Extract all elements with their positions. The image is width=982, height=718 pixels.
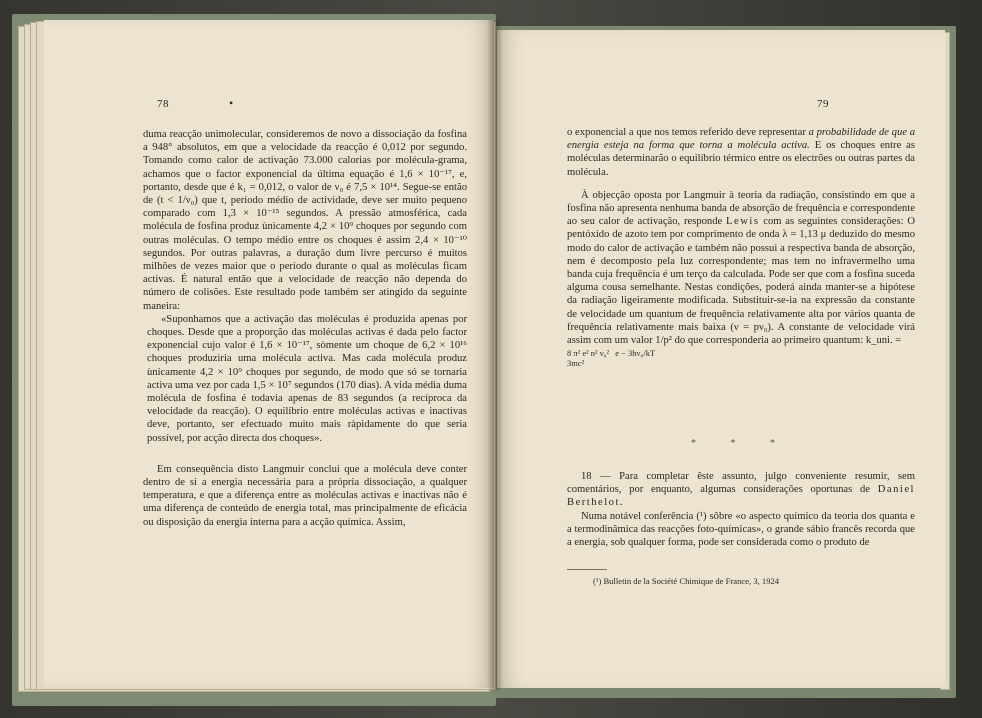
footnote-rule xyxy=(567,569,607,570)
left-page-body xyxy=(143,128,467,529)
paragraph: Em consequência disto Langmuir conclui que a molécula deve conter dentro de si a energia necessária para a própria dissociação, a qualquer temperatura, e que a diferença entre as moléculas activas e inactivas não é uma diferença de conteúdo de energia total, mas principalmente de eficácia ou disposição da energia interna para a acção química. Assim, xyxy=(143,463,467,528)
section-paragraph: 18 — Para completar êste assunto, julgo conveniente resumir, sem comentários, por enquanto, algumas considerações oportunas de Daniel Berthelot. xyxy=(567,471,915,509)
footnote: (¹) Bulletin de la Société Chimique de France, 3, 1924 xyxy=(593,576,780,586)
author-name: Daniel Berthelot xyxy=(567,484,915,509)
printer-mark: • xyxy=(229,96,234,110)
paragraph: À objecção oposta por Langmuir à teoria da radiação, consistindo em que a fosfina não apresenta nenhuma banda de absorção de frequência e correspondente ao seu calor de activação, responde Lewis com as seguintes considerações: O pentóxido de azoto tem por comprimento de onda λ = 1,13 μ deduzido do mesmo modo do calor de activação e também não possui a respectiva banda de absorção, nem é decomposto pela luz correspondente; mas tem no infravermelho uma banda cuja frequência é um terço da calculada. Pode ser que com a fosfina suceda alguma cousa semelhante. Nestas condições, poderá ainda manter-se a hipótese da radiação ligeiramente modificada. Substituir-se-ia na expressão da constante de velocidade um quantum de frequência relativamente alta por vários quanta de frequência relativamente mais baixa (ν = pν₀). A constante de velocidade virá assim com um valor 1/p² do que corresponderia ao primeiro quantum: k_uni. = xyxy=(567,189,915,347)
right-page-section xyxy=(567,470,915,549)
formula xyxy=(567,348,915,368)
page-number: 79 xyxy=(817,98,829,110)
formula-numerator: 8 π² e² n² ν₀² xyxy=(567,348,610,359)
paragraph: o exponencial a que nos temos referido deve representar a probabilidade de que a energia esteja na forma que torna a molécula activa. E os choques entre as moléculas determinarão o equilíbrio térmico entre os electrões ou outras partes da molécula. xyxy=(567,127,916,178)
paragraph: duma reacção unimolecular, consideremos de novo a dissociação da fosfina a 948° absolutos, em que a velocidade da reacção é 0,012 por segundo. Tomando como calor de activação 73.000 calorias por molécula-grama, achamos que o factor exponencial da última equação é 1,6 × 10⁻¹⁷, e, portanto, desde que é k₁ = 0,012, o valor de ν₀ é 7,5 × 10¹⁴. Segue-se então de (t < 1/ν₀) que t, período médio de actividade, deve ser muito pequeno comparado com 1,3 × 10⁻¹⁵ segundos. A pressão atmosférica, cada molécula de fosfina produz ùnicamente 4,2 × 10⁹ choques por segundo com outras moléculas. O tempo médio entre os choques é assim 2,4 × 10⁻¹⁰ segundos. Por outras palavras, a duração dum livre percurso é muitos milhões de vezes maior que o período durante o qual as moléculas ficam activas. É natural então que a velocidade de reacção não dependa do número de colisões. Este resultado pode também ser atingido da seguinte maneira: xyxy=(143,129,467,312)
author-name: Lewis xyxy=(726,216,760,228)
right-page-body xyxy=(567,126,915,368)
section-separator: * * * xyxy=(691,438,791,449)
formula-exponent: e − 3hν₀/kT xyxy=(615,348,656,359)
quoted-paragraph: «Suponhamos que a activação das moléculas é produzida apenas por choques. Desde que a proporção das moléculas activas é dada pelo factor exponencial cujo valor é 1,6 × 10⁻¹⁷, sòmente um choque de 6,2 × 10¹⁶ choques produziria uma molécula activa. Mas cada molécula produz ùnicamente 4,2 × 10⁹ choques por segundo, de modo que só se tornaria activa uma vez por cada 1,5 × 10⁷ segundos (170 dias). A vida média duma molécula de fosfina é todavia apenas de 83 segundos (a recíproca da velocidade da reacção). O equilíbrio entre moléculas activas e inactivas deve, portanto, ser efectuado muito mais ràpidamente do que seria possível, por acção directa dos choques». xyxy=(147,313,467,444)
right-page xyxy=(497,30,945,688)
formula-denominator: 3mc² xyxy=(567,358,585,369)
book-gutter xyxy=(487,20,503,690)
left-page xyxy=(44,20,494,688)
paragraph: Numa notável conferência (¹) sôbre «o aspecto químico da teoria dos quanta e a termodinâmica das reacções foto-químicas», o grande sábio francês recorda que a energia, sob qualquer forma, pode ser considerada como o produto de xyxy=(567,510,915,549)
page-number: 78 xyxy=(157,98,169,110)
